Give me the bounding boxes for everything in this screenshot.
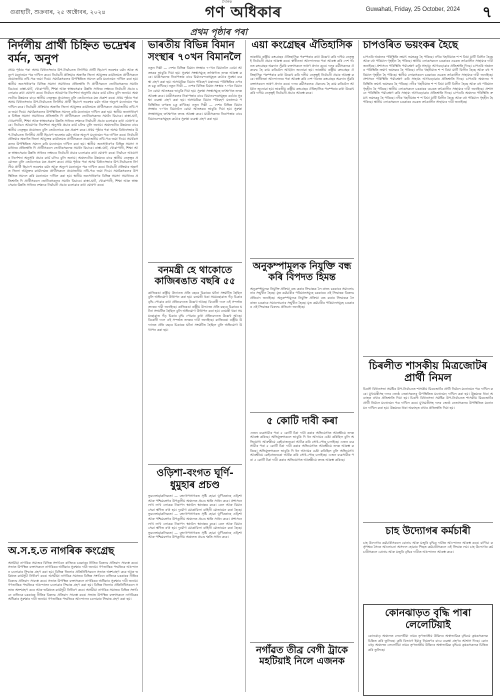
page-number: ৭	[482, 3, 492, 21]
article-3-body: ভাৰতীয় ৰাষ্ট্ৰীয় কংগ্ৰেছৰ ঐতিহাসিক পৰম্পৰাৰ কথা উল্লেখ কৰি দলীয় নেতৃত্বই নিৰ্বাচনী প্ৰচাৰ আৰম্ভ কৰে। স্বাধীনতা আন্দোলনৰ পৰা আৰম্ভ কৰি দেশ গঠনত কংগ্ৰেছৰ অৱদান সুঁৱৰি বক্তাসকলে ভাষণ প্ৰদান কৰে। দলৰ কৰ্মীসকলক ঐক্যবদ্ধ হৈ কাম কৰিবলৈ আহ্বান জনোৱা হয়। ভাৰতীয় ৰাষ্ট্ৰীয় কংগ্ৰেছৰ ঐতিহাসিক পৰম্পৰাৰ কথা উল্লেখ কৰি দলীয় নেতৃত্বই নিৰ্বাচনী প্ৰচাৰ আৰম্ভ কৰে। স্বাধীনতা আন্দোলনৰ পৰা আৰম্ভ কৰি দেশ গঠনত কংগ্ৰেছৰ অৱদান সুঁৱৰি বক্তাসকলে ভাষণ প্ৰদান কৰে। দলৰ কৰ্মীসকলক ঐক্যবদ্ধ হৈ কাম কৰিবলৈ আহ্বান জনোৱা হয়। ভাৰতীয় ৰাষ্ট্ৰীয় কংগ্ৰেছৰ ঐতিহাসিক পৰম্পৰাৰ কথা উল্লেখ কৰি দলীয় নেতৃত্বই নিৰ্বাচনী প্ৰচাৰ আৰম্ভ কৰে।	[250, 54, 354, 96]
column-rule	[142, 40, 143, 692]
article-divider	[363, 356, 493, 357]
article-8-headline: অনুকম্পামূলক নিযুক্তি বন্ধ কৰি বিপদত হিমন্ত	[252, 261, 352, 283]
article-6-headline: ওড়িশা-বংগত ঘূৰ্ণি-ধুমুহাৰ প্ৰচণ্ড	[156, 468, 234, 491]
article-10	[363, 360, 493, 529]
article-13-headline: নগাঁৱত তীব্ৰ বেগী ট্ৰাকে মহটিয়াই নিলে এজনক	[256, 645, 348, 667]
article-2	[148, 40, 242, 252]
article-12-headline: কোনঝাড়ত বৃদ্ধি পাৰা লেলেটিয়াই	[385, 608, 471, 631]
article-5	[148, 266, 242, 443]
article-4-body: চাপওৰি অঞ্চলৰ পৰিস্থিতি ক্ৰমাৎ ভয়ংকৰ হৈ পৰিছে। নদীৰ খহনীয়াত শ শ বিঘা মাটি বিলীন হৈছে আৰু বহু পৰিয়াল গৃহহীন হৈ পৰিছে। স্থানীয় লোকসকলে চৰকাৰৰ ওচৰত তৎকালীন সাহায্যৰ দাবী জনাইছে। প্ৰশাসনে পৰিস্থিতি পৰ্যবেক্ষণ কৰি সাহায্য আগবঢ়োৱাৰ প্ৰতিশ্ৰুতি দিছে। চাপওৰি অঞ্চলৰ পৰিস্থিতি ক্ৰমাৎ ভয়ংকৰ হৈ পৰিছে। নদীৰ খহনীয়াত শ শ বিঘা মাটি বিলীন হৈছে আৰু বহু পৰিয়াল গৃহহীন হৈ পৰিছে। স্থানীয় লোকসকলে চৰকাৰৰ ওচৰত তৎকালীন সাহায্যৰ দাবী জনাইছে। প্ৰশাসনে পৰিস্থিতি পৰ্যবেক্ষণ কৰি সাহায্য আগবঢ়োৱাৰ প্ৰতিশ্ৰুতি দিছে। চাপওৰি অঞ্চলৰ পৰিস্থিতি ক্ৰমাৎ ভয়ংকৰ হৈ পৰিছে। নদীৰ খহনীয়াত শ শ বিঘা মাটি বিলীন হৈছে আৰু বহু পৰিয়াল গৃহহীন হৈ পৰিছে। স্থানীয় লোকসকলে চৰকাৰৰ ওচৰত তৎকালীন সাহায্যৰ দাবী জনাইছে। প্ৰশাসনে পৰিস্থিতি পৰ্যবেক্ষণ কৰি সাহায্য আগবঢ়োৱাৰ প্ৰতিশ্ৰুতি দিছে। চাপওৰি অঞ্চলৰ পৰিস্থিতি ক্ৰমাৎ ভয়ংকৰ হৈ পৰিছে। নদীৰ খহনীয়াত শ শ বিঘা মাটি বিলীন হৈছে আৰু বহু পৰিয়াল গৃহহীন হৈ পৰিছে। স্থানীয় লোকসকলে চৰকাৰৰ ওচৰত তৎকালীন সাহায্যৰ দাবী জনাইছে।	[363, 54, 493, 105]
page-header	[0, 0, 500, 23]
date-right: Guwahati, Friday, 25 October, 2024	[365, 7, 460, 13]
masthead: গণ অধিকাৰ	[205, 3, 282, 21]
article-divider	[250, 258, 354, 259]
article-2-headline: ভাৰতীয় বিভিন্ন বিমান সংস্থাৰ ৭০খন বিমানলৈ	[148, 40, 242, 63]
article-3	[250, 40, 354, 251]
article-7-headline: অ.স.হ.ত নাগৰিক কংগ্ৰেছ	[8, 546, 115, 557]
article-6-body: ভুবনেশ্বৰ/কলিকতা — বংগোপসাগৰত সৃষ্টি হোৱা ঘূৰ্ণিবতাহে ওড়িশা আৰু পশ্চিমবংগৰ উপকূলীয় অঞ্চলত প্ৰচণ্ড ক্ষতি সাধন কৰে। প্ৰশাসনে লাখ লাখ লোকক নিৰাপদ স্থানলৈ স্থানান্তৰ কৰে। ৰেল আৰু বিমান সেৱা স্থগিত ৰখা হয়। দুৰ্যোগ মোকাবিলা বাহিনী মোতায়েন কৰা হৈছে। ভুবনেশ্বৰ/কলিকতা — বংগোপসাগৰত সৃষ্টি হোৱা ঘূৰ্ণিবতাহে ওড়িশা আৰু পশ্চিমবংগৰ উপকূলীয় অঞ্চলত প্ৰচণ্ড ক্ষতি সাধন কৰে। প্ৰশাসনে লাখ লাখ লোকক নিৰাপদ স্থানলৈ স্থানান্তৰ কৰে। ৰেল আৰু বিমান সেৱা স্থগিত ৰখা হয়। দুৰ্যোগ মোকাবিলা বাহিনী মোতায়েন কৰা হৈছে। ভুবনেশ্বৰ/কলিকতা — বংগোপসাগৰত সৃষ্টি হোৱা ঘূৰ্ণিবতাহে ওড়িশা আৰু পশ্চিমবংগৰ উপকূলীয় অঞ্চলত প্ৰচণ্ড ক্ষতি সাধন কৰে।	[148, 494, 242, 540]
article-10-body: চিৰলী বিধানসভা সমষ্টিৰ উপ-নিৰ্বাচনত শাসকীয় মিত্ৰজোটৰ প্ৰাৰ্থী নিৰ্মলে মনোনয়ন পত্ৰ দাখিল কৰে। মুখ্যমন্ত্ৰীসহ দলৰ জ্যেষ্ঠ নেতাসকলৰ উপস্থিতিত মনোনয়ন দাখিল কৰা হয়। উন্নয়নৰ ধাৰা অব্যাহত ৰখাৰ প্ৰতিশ্ৰুতি দিয়া হয়। চিৰলী বিধানসভা সমষ্টিৰ উপ-নিৰ্বাচনত শাসকীয় মিত্ৰজোটৰ প্ৰাৰ্থী নিৰ্মলে মনোনয়ন পত্ৰ দাখিল কৰে। মুখ্যমন্ত্ৰীসহ দলৰ জ্যেষ্ঠ নেতাসকলৰ উপস্থিতিত মনোনয়ন দাখিল কৰা হয়। উন্নয়নৰ ধাৰা অব্যাহত ৰখাৰ প্ৰতিশ্ৰুতি দিয়া হয়।	[363, 387, 493, 410]
article-12-box	[363, 604, 493, 696]
article-1	[8, 40, 138, 552]
article-divider	[148, 464, 242, 465]
column-rule	[358, 40, 359, 692]
article-1-body: প্ৰথম পৃষ্ঠাৰ পৰা অসম বিধানসভাৰ উপ-নিৰ্বাচনত নিৰ্দলীয় প্ৰাৰ্থী হিচাপে ভদ্ৰেশ্বৰ বৰ্মন আৰু অনুপে মনোনয়ন পত্ৰ দাখিল কৰে। নিৰ্বাচনী প্ৰক্ৰিয়াৰ অন্তৰ্গত জিলা আয়ুক্তৰ কাৰ্যালয়ত প্ৰাৰ্থীসকলে প্ৰয়োজনীয় নথি-পত্ৰ জমা দিয়ে। সমৰ্থকসকলৰ উপস্থিতিত সমদল কৰি মনোনয়ন দাখিল কৰা হয়। স্থানীয় জনসাধাৰণৰ বিভিন্ন সমস্যা সমাধানৰ প্ৰতিশ্ৰুতি দি প্ৰাৰ্থীসকলে ভোটাৰসকলৰ সমৰ্থন বিচাৰে। ৰাস্তা-ঘাট, খোৱাপানী, শিক্ষা আৰু স্বাস্থ্যসেৱাৰ উন্নতি সাধনৰ লক্ষ্যৰে নিৰ্বাচনী প্ৰচাৰ চলোৱাৰ কথা ঘোষণা কৰে। নিৰ্বাচন আয়োগৰ নিৰ্দেশনা অনুসৰি প্ৰচাৰ কাৰ্য চলিব বুলি জনায়। অঞ্চলটোৰ উন্নয়নৰ বাবে স্থানীয় নেতৃত্বৰ প্ৰয়োজন বুলি তেওঁলোকে মত প্ৰকাশ কৰে। প্ৰথম পৃষ্ঠাৰ পৰা অসম বিধানসভাৰ উপ-নিৰ্বাচনত নিৰ্দলীয় প্ৰাৰ্থী হিচাপে ভদ্ৰেশ্বৰ বৰ্মন আৰু অনুপে মনোনয়ন পত্ৰ দাখিল কৰে। নিৰ্বাচনী প্ৰক্ৰিয়াৰ অন্তৰ্গত জিলা আয়ুক্তৰ কাৰ্যালয়ত প্ৰাৰ্থীসকলে প্ৰয়োজনীয় নথি-পত্ৰ জমা দিয়ে। সমৰ্থকসকলৰ উপস্থিতিত সমদল কৰি মনোনয়ন দাখিল কৰা হয়। স্থানীয় জনসাধাৰণৰ বিভিন্ন সমস্যা সমাধানৰ প্ৰতিশ্ৰুতি দি প্ৰাৰ্থীসকলে ভোটাৰসকলৰ সমৰ্থন বিচাৰে। ৰাস্তা-ঘাট, খোৱাপানী, শিক্ষা আৰু স্বাস্থ্যসেৱাৰ উন্নতি সাধনৰ লক্ষ্যৰে নিৰ্বাচনী প্ৰচাৰ চলোৱাৰ কথা ঘোষণা কৰে। নিৰ্বাচন আয়োগৰ নিৰ্দেশনা অনুসৰি প্ৰচাৰ কাৰ্য চলিব বুলি জনায়। অঞ্চলটোৰ উন্নয়নৰ বাবে স্থানীয় নেতৃত্বৰ প্ৰয়োজন বুলি তেওঁলোকে মত প্ৰকাশ কৰে। প্ৰথম পৃষ্ঠাৰ পৰা অসম বিধানসভাৰ উপ-নিৰ্বাচনত নিৰ্দলীয় প্ৰাৰ্থী হিচাপে ভদ্ৰেশ্বৰ বৰ্মন আৰু অনুপে মনোনয়ন পত্ৰ দাখিল কৰে। নিৰ্বাচনী প্ৰক্ৰিয়াৰ অন্তৰ্গত জিলা আয়ুক্তৰ কাৰ্যালয়ত প্ৰাৰ্থীসকলে প্ৰয়োজনীয় নথি-পত্ৰ জমা দিয়ে। সমৰ্থকসকলৰ উপস্থিতিত সমদল কৰি মনোনয়ন দাখিল কৰা হয়। স্থানীয় জনসাধাৰণৰ বিভিন্ন সমস্যা সমাধানৰ প্ৰতিশ্ৰুতি দি প্ৰাৰ্থীসকলে ভোটাৰসকলৰ সমৰ্থন বিচাৰে। ৰাস্তা-ঘাট, খোৱাপানী, শিক্ষা আৰু স্বাস্থ্যসেৱাৰ উন্নতি সাধনৰ লক্ষ্যৰে নিৰ্বাচনী প্ৰচাৰ চলোৱাৰ কথা ঘোষণা কৰে। নিৰ্বাচন আয়োগৰ নিৰ্দেশনা অনুসৰি প্ৰচাৰ কাৰ্য চলিব বুলি জনায়। অঞ্চলটোৰ উন্নয়নৰ বাবে স্থানীয় নেতৃত্বৰ প্ৰয়োজন বুলি তেওঁলোকে মত প্ৰকাশ কৰে। প্ৰথম পৃষ্ঠাৰ পৰা অসম বিধানসভাৰ উপ-নিৰ্বাচনত নিৰ্দলীয় প্ৰাৰ্থী হিচাপে ভদ্ৰেশ্বৰ বৰ্মন আৰু অনুপে মনোনয়ন পত্ৰ দাখিল কৰে। নিৰ্বাচনী প্ৰক্ৰিয়াৰ অন্তৰ্গত জিলা আয়ুক্তৰ কাৰ্যালয়ত প্ৰাৰ্থীসকলে প্ৰয়োজনীয় নথি-পত্ৰ জমা দিয়ে। সমৰ্থকসকলৰ উপস্থিতিত সমদল কৰি মনোনয়ন দাখিল কৰা হয়। স্থানীয় জনসাধাৰণৰ বিভিন্ন সমস্যা সমাধানৰ প্ৰতিশ্ৰুতি দি প্ৰাৰ্থীসকলে ভোটাৰসকলৰ সমৰ্থন বিচাৰে। ৰাস্তা-ঘাট, খোৱাপানী, শিক্ষা আৰু স্বাস্থ্যসেৱাৰ উন্নতি সাধনৰ লক্ষ্যৰে নিৰ্বাচনী প্ৰচাৰ চলোৱাৰ কথা ঘোষণা কৰে।	[8, 68, 138, 188]
article-9	[250, 416, 354, 623]
date-left: গুৱাহাটী, শুক্ৰবাৰ, ২৫ অক্টোবৰ, ২০২৪	[10, 9, 106, 16]
article-1-headline: নিৰ্দলীয় প্ৰাৰ্থী চিহ্নিত ভদ্ৰেশ্বৰ বৰ্মন, অনুপ	[8, 39, 136, 65]
article-7-body: অসমীয়া নাগৰিক সমাজৰ বিভিন্ন সংগঠনে ৰাজ্যিক চৰকাৰৰ নীতিৰ বিৰুদ্ধে প্ৰতিবাদ সাব্যস্ত কৰে। সভাত উপস্থিত বক্তাসকলে নাগৰিকৰ অধিকাৰ সুৰক্ষাৰ দাবী জনায়। গণতান্ত্ৰিক পদ্ধতিৰে আন্দোলন চলোৱাৰ সিদ্ধান্ত গ্ৰহণ কৰা হয়। বিভিন্ন জিলাৰ প্ৰতিনিধিসকলে সভাত অংশগ্ৰহণ কৰে আৰু ভৱিষ্যত কাৰ্যসূচী নিৰ্ধাৰণ কৰে। অসমীয়া নাগৰিক সমাজৰ বিভিন্ন সংগঠনে ৰাজ্যিক চৰকাৰৰ নীতিৰ বিৰুদ্ধে প্ৰতিবাদ সাব্যস্ত কৰে। সভাত উপস্থিত বক্তাসকলে নাগৰিকৰ অধিকাৰ সুৰক্ষাৰ দাবী জনায়। গণতান্ত্ৰিক পদ্ধতিৰে আন্দোলন চলোৱাৰ সিদ্ধান্ত গ্ৰহণ কৰা হয়। বিভিন্ন জিলাৰ প্ৰতিনিধিসকলে সভাত অংশগ্ৰহণ কৰে আৰু ভৱিষ্যত কাৰ্যসূচী নিৰ্ধাৰণ কৰে। অসমীয়া নাগৰিক সমাজৰ বিভিন্ন সংগঠনে ৰাজ্যিক চৰকাৰৰ নীতিৰ বিৰুদ্ধে প্ৰতিবাদ সাব্যস্ত কৰে। সভাত উপস্থিত বক্তাসকলে নাগৰিকৰ অধিকাৰ সুৰক্ষাৰ দাবী জনায়। গণতান্ত্ৰিক পদ্ধতিৰে আন্দোলন চলোৱাৰ সিদ্ধান্ত গ্ৰহণ কৰা হয়।	[8, 560, 138, 602]
article-10-headline: চিৰলীত শাসকীয় মিত্ৰজোটৰ প্ৰাৰ্থী নিমল	[368, 360, 488, 385]
article-8	[250, 262, 354, 383]
article-divider	[250, 412, 354, 413]
article-5-headline: বনমন্ত্ৰী হে থাকোতে কাজিৰঙাত বছৰি ৫৫	[154, 265, 236, 287]
article-7	[8, 546, 138, 699]
column-rule	[245, 40, 246, 692]
article-divider	[363, 522, 493, 523]
article-9-body: এজন ব্যৱসায়ীৰ পৰা ৫ কোটি টকা দাবী কৰাৰ অভিযোগত আৰক্ষীয়ে তদন্ত আৰম্ভ কৰিছে। অভিযুক্তসকলে ভাবুকি দি ধন আদায়ৰ চেষ্টা কৰিছিল বুলি অভিযোগ। আৰক্ষীয়ে কেইবাজনকো আটক কৰি সোধ-পোছ চলাইছে। এজন ব্যৱসায়ীৰ পৰা ৫ কোটি টকা দাবী কৰাৰ অভিযোগত আৰক্ষীয়ে তদন্ত আৰম্ভ কৰিছে। অভিযুক্তসকলে ভাবুকি দি ধন আদায়ৰ চেষ্টা কৰিছিল বুলি অভিযোগ। আৰক্ষীয়ে কেইবাজনকো আটক কৰি সোধ-পোছ চলাইছে। এজন ব্যৱসায়ীৰ পৰা ৫ কোটি টকা দাবী কৰাৰ অভিযোগত আৰক্ষীয়ে তদন্ত আৰম্ভ কৰিছে।	[250, 430, 354, 463]
article-13	[250, 646, 354, 668]
article-3-headline: এয়া কংগ্ৰেছৰ ঐতিহাসিক	[251, 40, 353, 51]
article-4-headline: চাপওৰিত ভয়ংকৰ হৈছে	[363, 40, 459, 51]
article-11-body: চাহ উদ্যোগৰ কৰ্মচাৰীসকলে বোনাচ আৰু মজুৰি বৃদ্ধিৰ দাবীত আন্দোলন আৰম্ভ কৰে। বাগিচা কৰ্তৃপক্ষৰ সৈতে আলোচনা অসফল হোৱাৰ পিছত কৰ্মচাৰীসকলে এই সিদ্ধান্ত লয়। চাহ উদ্যোগৰ কৰ্মচাৰীসকলে বোনাচ আৰু মজুৰি বৃদ্ধিৰ দাবীত আন্দোলন আৰম্ভ কৰে।	[363, 540, 493, 554]
article-6	[148, 468, 242, 684]
article-8-body: অনুকম্পামূলক নিযুক্তি প্ৰক্ৰিয়া বন্ধ কৰাৰ সিদ্ধান্তক লৈ ৰাজ্য চৰকাৰে সমালোচনাৰ সন্মুখীন হৈছে। মৃত কৰ্মচাৰীৰ পৰিয়ালসমূহে চৰকাৰৰ এই সিদ্ধান্তৰ বিৰুদ্ধে প্ৰতিবাদ জনাইছে। অনুকম্পামূলক নিযুক্তি প্ৰক্ৰিয়া বন্ধ কৰাৰ সিদ্ধান্তক লৈ ৰাজ্য চৰকাৰে সমালোচনাৰ সন্মুখীন হৈছে। মৃত কৰ্মচাৰীৰ পৰিয়ালসমূহে চৰকাৰৰ এই সিদ্ধান্তৰ বিৰুদ্ধে প্ৰতিবাদ জনাইছে।	[250, 286, 354, 310]
masthead-tagline: দৈনিক	[222, 0, 233, 4]
section-banner-text: প্ৰথম পৃষ্ঠাৰ পৰা	[190, 28, 248, 38]
article-12-body: কোনঝাড় অঞ্চলত লেলেটিয়া নামৰ তৃণজাতীয় উদ্ভিদৰ অস্বাভাৱিক বৃদ্ধিয়ে কৃষকসকলক চিন্তিত কৰি তুলিছে। কৃষি বিভাগে ইয়াৰ নিয়ন্ত্ৰণৰ বাবে ব্যৱস্থা গ্ৰহণৰ আশ্বাস দিছে। কোনঝাড় অঞ্চলত লেলেটিয়া নামৰ তৃণজাতীয় উদ্ভিদৰ অস্বাভাৱিক বৃদ্ধিয়ে কৃষকসকলক চিন্তিত কৰি তুলিছে।	[368, 634, 488, 652]
article-5-body: কাজিৰঙা ৰাষ্ট্ৰীয় উদ্যানত প্ৰতি বছৰে চিকাৰৰ ঘটনা সংঘটিত হৈছিল বুলি অভিযোগ উত্থাপন কৰা হয়। বনমন্ত্ৰী থকা সময়ছোৱাত গঁড় চিকাৰ বৃদ্ধি পোৱাৰ কথা প্ৰতিবেদনত উল্লেখ আছে। বিৰোধী দলে এই সন্দৰ্ভত তদন্তৰ দাবী জনাইছে। কাজিৰঙা ৰাষ্ট্ৰীয় উদ্যানত প্ৰতি বছৰে চিকাৰৰ ঘটনা সংঘটিত হৈছিল বুলি অভিযোগ উত্থাপন কৰা হয়। বনমন্ত্ৰী থকা সময়ছোৱাত গঁড় চিকাৰ বৃদ্ধি পোৱাৰ কথা প্ৰতিবেদনত উল্লেখ আছে। বিৰোধী দলে এই সন্দৰ্ভত তদন্তৰ দাবী জনাইছে। কাজিৰঙা ৰাষ্ট্ৰীয় উদ্যানত প্ৰতি বছৰে চিকাৰৰ ঘটনা সংঘটিত হৈছিল বুলি অভিযোগ উত্থাপন কৰা হয়।	[148, 290, 242, 332]
article-11	[363, 526, 493, 597]
article-11-headline: চাহ উদ্যোগৰ কৰ্মচাৰী	[385, 526, 471, 537]
article-divider	[250, 642, 354, 643]
article-divider	[148, 262, 242, 263]
article-9-headline: ৫ কোটি দাবী কৰা	[266, 416, 338, 427]
article-4	[363, 40, 493, 355]
article-2-body: নতুন দিল্লী — দেশৰ বিভিন্ন বিমান সংস্থাৰ ৭০খন বিমানলৈ বোমা আতংকৰ ভাবুকি দিয়া হয়। সুৰক্ষা সংস্থাসমূহে তৎক্ষণাত তদন্ত আৰম্ভ কৰে। যাত্ৰীসকলৰ নিৰাপত্তাৰ বাবে বিমানবন্দৰসমূহত কঠোৰ সুৰক্ষা ব্যৱস্থা গ্ৰহণ কৰা হয়। অসামৰিক বিমান পৰিবহণ মন্ত্ৰালয়ে পৰিস্থিতিৰ ওপৰত চকু ৰাখিছে। নতুন দিল্লী — দেশৰ বিভিন্ন বিমান সংস্থাৰ ৭০খন বিমানলৈ বোমা আতংকৰ ভাবুকি দিয়া হয়। সুৰক্ষা সংস্থাসমূহে তৎক্ষণাত তদন্ত আৰম্ভ কৰে। যাত্ৰীসকলৰ নিৰাপত্তাৰ বাবে বিমানবন্দৰসমূহত কঠোৰ সুৰক্ষা ব্যৱস্থা গ্ৰহণ কৰা হয়। অসামৰিক বিমান পৰিবহণ মন্ত্ৰালয়ে পৰিস্থিতিৰ ওপৰত চকু ৰাখিছে। নতুন দিল্লী — দেশৰ বিভিন্ন বিমান সংস্থাৰ ৭০খন বিমানলৈ বোমা আতংকৰ ভাবুকি দিয়া হয়। সুৰক্ষা সংস্থাসমূহে তৎক্ষণাত তদন্ত আৰম্ভ কৰে। যাত্ৰীসকলৰ নিৰাপত্তাৰ বাবে বিমানবন্দৰসমূহত কঠোৰ সুৰক্ষা ব্যৱস্থা গ্ৰহণ কৰা হয়।	[148, 66, 242, 121]
section-banner	[0, 24, 500, 39]
article-divider	[8, 542, 138, 543]
